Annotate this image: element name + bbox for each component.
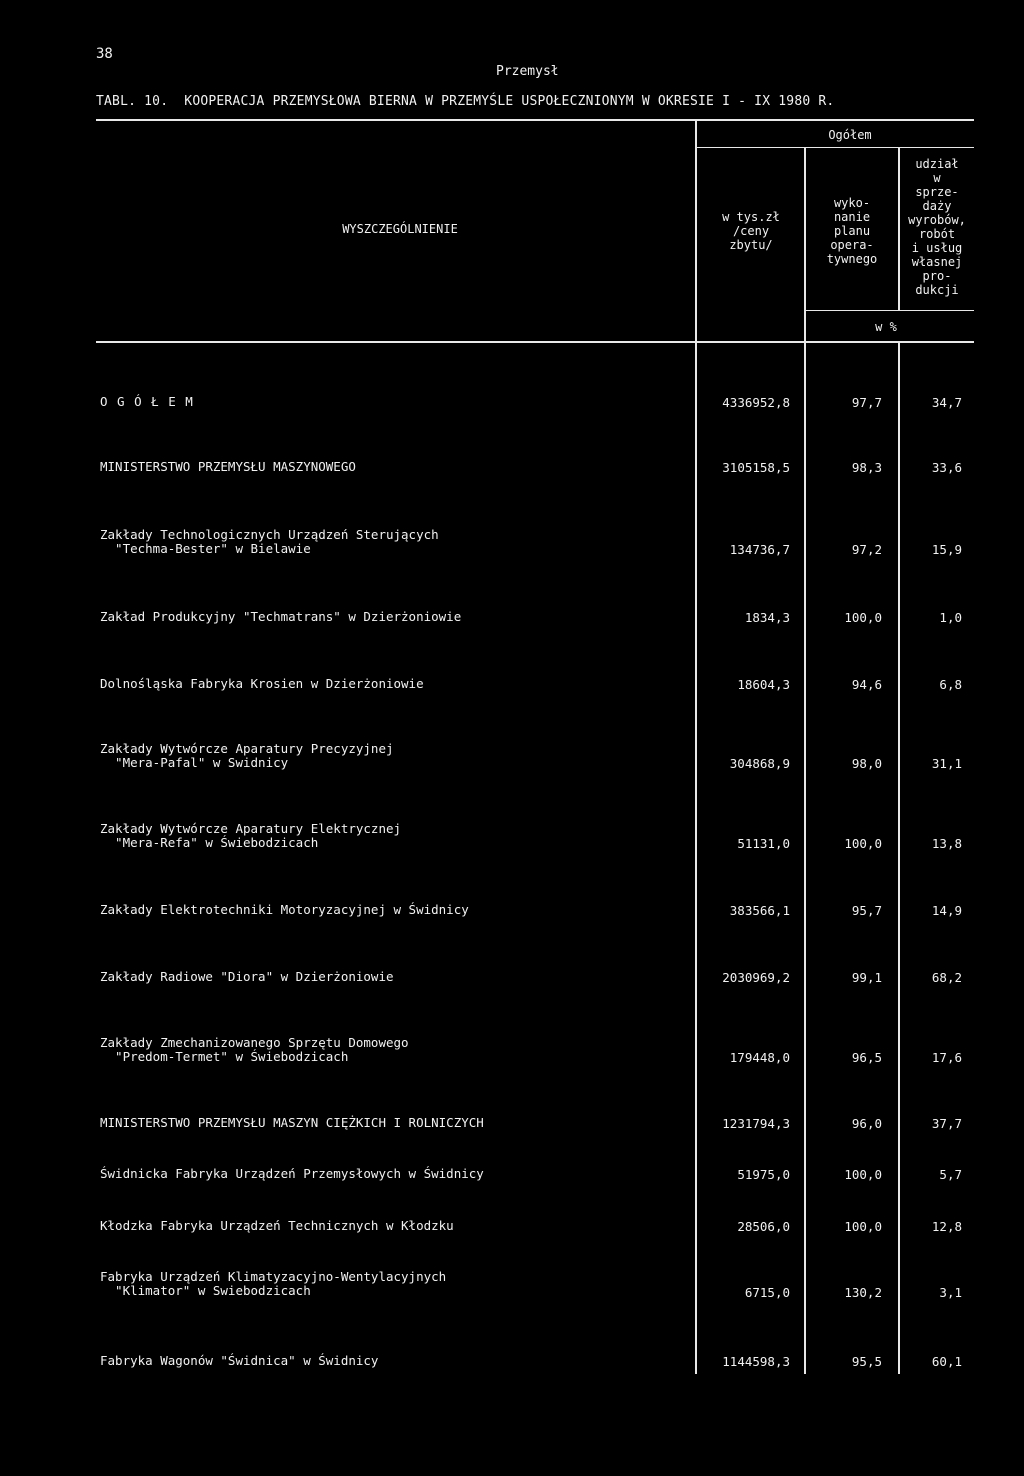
row-label: Fabryka Wagonów "Świdnica" w Świdnicy bbox=[100, 1353, 379, 1368]
row-value: 304868,9 bbox=[729, 756, 790, 771]
row-share: 34,7 bbox=[931, 395, 962, 410]
header-bottom-rule bbox=[96, 341, 974, 343]
row-plan: 100,0 bbox=[844, 1167, 882, 1182]
row-label: Zakłady Technologicznych Urządzeń Sterujących "Techma-Bester" w Bielawie bbox=[100, 527, 439, 556]
share-column-header: udział w sprze- daży wyrobów, robót i usług własnej pro- dukcji bbox=[908, 157, 966, 297]
row-value: 4336952,8 bbox=[722, 395, 790, 410]
row-plan: 97,7 bbox=[851, 395, 882, 410]
row-plan: 94,6 bbox=[851, 677, 882, 692]
row-share: 33,6 bbox=[931, 460, 962, 475]
row-plan: 96,5 bbox=[851, 1050, 882, 1065]
unit-rule bbox=[806, 310, 974, 311]
row-share: 5,7 bbox=[939, 1167, 962, 1182]
row-label: Zakłady Wytwórcze Aparatury Elektrycznej "Mera-Refa" w Świebodzicach bbox=[100, 821, 402, 850]
row-label: Świdnicka Fabryka Urządzeń Przemysłowych w Świdnicy bbox=[100, 1166, 484, 1181]
row-share: 15,9 bbox=[931, 542, 962, 557]
row-value: 51975,0 bbox=[737, 1167, 790, 1182]
unit-label: w % bbox=[875, 320, 897, 334]
label-column-header: WYSZCZEGÓLNIENIE bbox=[342, 222, 458, 236]
row-label: MINISTERSTWO PRZEMYSŁU MASZYNOWEGO bbox=[100, 459, 356, 474]
row-plan: 99,1 bbox=[851, 970, 882, 985]
row-plan: 95,7 bbox=[851, 903, 882, 918]
row-share: 14,9 bbox=[931, 903, 962, 918]
column-divider-3-body bbox=[898, 341, 900, 1374]
row-share: 37,7 bbox=[931, 1116, 962, 1131]
row-value: 18604,3 bbox=[737, 677, 790, 692]
row-label: Zakłady Zmechanizowanego Sprzętu Domowego "Predom-Termet" w Świebodzicach bbox=[100, 1035, 409, 1064]
row-share: 60,1 bbox=[931, 1354, 962, 1369]
table-title: TABL. 10. KOOPERACJA PRZEMYSŁOWA BIERNA W PRZEMYŚLE USPOŁECZNIONYM W OKRESIE I - IX 1980 R. bbox=[96, 94, 835, 109]
header-group-rule bbox=[697, 147, 974, 148]
row-value: 6715,0 bbox=[744, 1285, 790, 1300]
row-label: MINISTERSTWO PRZEMYSŁU MASZYN CIĘŻKICH I ROLNICZYCH bbox=[100, 1115, 484, 1130]
row-share: 68,2 bbox=[931, 970, 962, 985]
row-plan: 98,3 bbox=[851, 460, 882, 475]
row-share: 31,1 bbox=[931, 756, 962, 771]
row-value: 3105158,5 bbox=[722, 460, 790, 475]
row-value: 1834,3 bbox=[744, 610, 790, 625]
group-header: Ogółem bbox=[828, 128, 872, 142]
row-plan: 95,5 bbox=[851, 1354, 882, 1369]
row-label: Zakłady Elektrotechniki Motoryzacyjnej w Świdnicy bbox=[100, 902, 469, 917]
row-share: 3,1 bbox=[939, 1285, 962, 1300]
row-plan: 97,2 bbox=[851, 542, 882, 557]
row-plan: 96,0 bbox=[851, 1116, 882, 1131]
row-plan: 130,2 bbox=[844, 1285, 882, 1300]
row-value: 134736,7 bbox=[729, 542, 790, 557]
row-label: Fabryka Urządzeń Klimatyzacyjno-Wentylacyjnych "Klimator" w Swiebodzicach bbox=[100, 1269, 447, 1298]
row-value: 2030969,2 bbox=[722, 970, 790, 985]
row-value: 1231794,3 bbox=[722, 1116, 790, 1131]
row-label: Zakłady Wytwórcze Aparatury Precyzyjnej "Mera-Pafal" w Swidnicy bbox=[100, 741, 394, 770]
table-top-rule bbox=[96, 119, 974, 121]
page-number: 38 bbox=[96, 46, 113, 62]
row-plan: 100,0 bbox=[844, 1219, 882, 1234]
section-title: Przemysł bbox=[496, 64, 559, 79]
row-value: 51131,0 bbox=[737, 836, 790, 851]
row-plan: 98,0 bbox=[851, 756, 882, 771]
row-value: 179448,0 bbox=[729, 1050, 790, 1065]
row-plan: 100,0 bbox=[844, 610, 882, 625]
row-share: 1,0 bbox=[939, 610, 962, 625]
row-label-total: O G Ó Ł E M bbox=[100, 394, 194, 409]
column-divider-1 bbox=[695, 119, 697, 1374]
row-share: 13,8 bbox=[931, 836, 962, 851]
plan-column-header: wyko- nanie planu opera- tywnego bbox=[826, 196, 878, 266]
row-value: 383566,1 bbox=[729, 903, 790, 918]
row-label: Dolnośląska Fabryka Krosien w Dzierżoniowie bbox=[100, 676, 424, 691]
row-plan: 100,0 bbox=[844, 836, 882, 851]
row-label: Zakłady Radiowe "Diora" w Dzierżoniowie bbox=[100, 969, 394, 984]
value-column-header: w tys.zł /ceny zbytu/ bbox=[722, 210, 780, 252]
row-value: 1144598,3 bbox=[722, 1354, 790, 1369]
row-label: Zakład Produkcyjny "Techmatrans" w Dzierżoniowie bbox=[100, 609, 462, 624]
row-label: Kłodzka Fabryka Urządzeń Technicznych w Kłodzku bbox=[100, 1218, 454, 1233]
row-share: 12,8 bbox=[931, 1219, 962, 1234]
row-value: 28506,0 bbox=[737, 1219, 790, 1234]
row-share: 6,8 bbox=[939, 677, 962, 692]
row-share: 17,6 bbox=[931, 1050, 962, 1065]
